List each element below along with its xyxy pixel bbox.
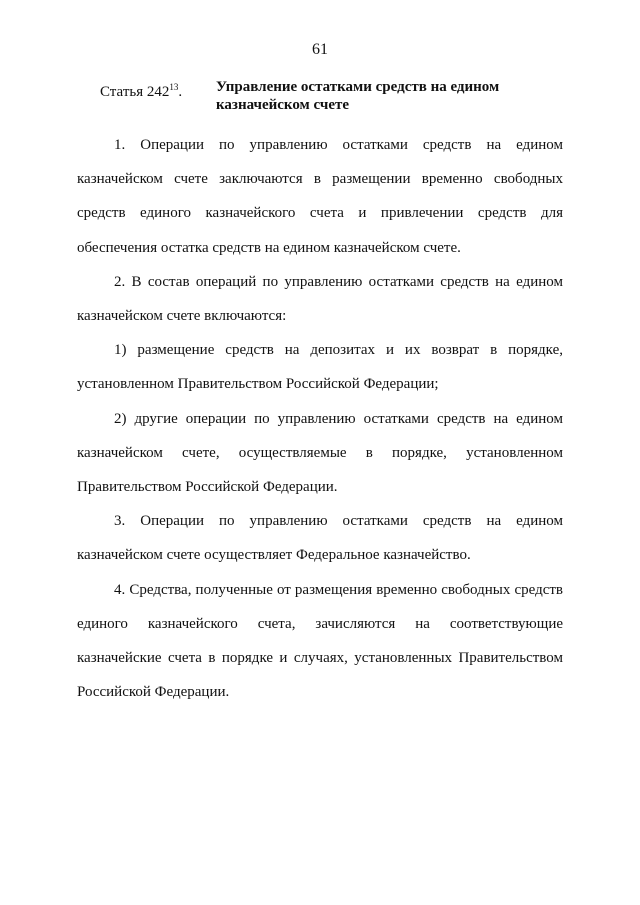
article-label-suffix: .	[178, 84, 183, 100]
article-body	[77, 128, 563, 709]
paragraph-4: 4. Средства, полученные от размещения временно свободных средств единого казначейского счета, зачисляются на соответствующие казначейские счета в порядке и случаях, установленных Правительством Российской Федерации.	[77, 581, 563, 701]
article-label	[100, 78, 182, 101]
page-number: 61	[312, 41, 328, 58]
article-label-text: Статья 242	[100, 84, 170, 100]
article-title: Управление остатками средств на едином казначейском счете	[216, 79, 500, 113]
paragraph-3: 3. Операции по управлению остатками средств на едином казначейском счете осуществляет Федеральное казначейство.	[77, 513, 563, 564]
paragraph-2-item-1: 1) размещение средств на депозитах и их возврат в порядке, установленном Правительством Российской Федерации;	[77, 342, 563, 393]
paragraph-1: 1. Операции по управлению остатками средств на едином казначейском счете заключаются в размещении временно свободных средств единого казначейского счета и привлечении средств для обеспечения остатка средств на едином казначейском счете.	[77, 137, 563, 256]
paragraph-2-item-2: 2) другие операции по управлению остатками средств на едином казначейском счете, осуществляемые в порядке, установленном Правительством Российской Федерации.	[77, 410, 563, 496]
paragraph-2: 2. В состав операций по управлению остатками средств на едином казначейском счете включаются:	[77, 273, 563, 325]
article-label-superscript: 13	[169, 82, 179, 92]
